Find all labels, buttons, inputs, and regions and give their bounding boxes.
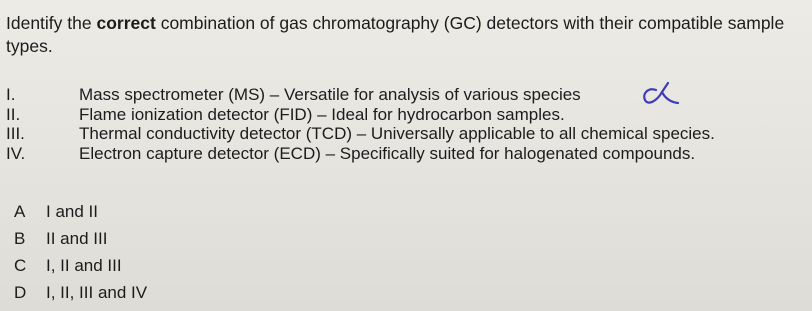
option-b[interactable] xyxy=(14,225,414,252)
option-text: II and III xyxy=(46,229,108,248)
option-c[interactable] xyxy=(14,252,414,279)
statement-list xyxy=(6,85,806,163)
question-text-part1: Identify the xyxy=(6,13,97,33)
option-d[interactable] xyxy=(14,279,414,306)
statement-ii xyxy=(6,105,806,125)
statement-number: I. xyxy=(6,85,16,104)
option-a[interactable] xyxy=(14,198,414,225)
answer-options xyxy=(14,198,414,306)
question-text xyxy=(6,12,806,58)
option-letter: D xyxy=(14,283,27,302)
statement-iii xyxy=(6,124,806,144)
statement-text: Mass spectrometer (MS) – Versatile for analysis of various species xyxy=(79,85,581,104)
statement-text: Flame ionization detector (FID) – Ideal for hydrocarbon samples. xyxy=(79,104,565,124)
option-text: I, II and III xyxy=(46,256,122,275)
statement-text: Thermal conductivity detector (TCD) – Universally applicable to all chemical species. xyxy=(79,124,715,143)
option-text: I, II, III and IV xyxy=(46,283,148,302)
alpha-mark-stroke xyxy=(644,83,678,103)
question-emphasis: correct xyxy=(96,13,156,33)
statement-number: II. xyxy=(6,104,21,124)
option-letter: A xyxy=(14,202,26,221)
option-text: I and II xyxy=(46,202,98,221)
statement-number: IV. xyxy=(6,143,26,163)
statement-iv xyxy=(6,144,806,164)
statement-number: III. xyxy=(6,124,25,143)
handwritten-alpha-mark-icon xyxy=(640,81,684,107)
statement-text: Electron capture detector (ECD) – Specifically suited for halogenated compounds. xyxy=(79,143,696,163)
question-text-part2: combination of gas chromatography (GC) detectors with their compatible sample types. xyxy=(6,13,785,56)
option-letter: B xyxy=(14,229,26,248)
statement-i xyxy=(6,85,806,105)
option-letter: C xyxy=(14,256,27,275)
